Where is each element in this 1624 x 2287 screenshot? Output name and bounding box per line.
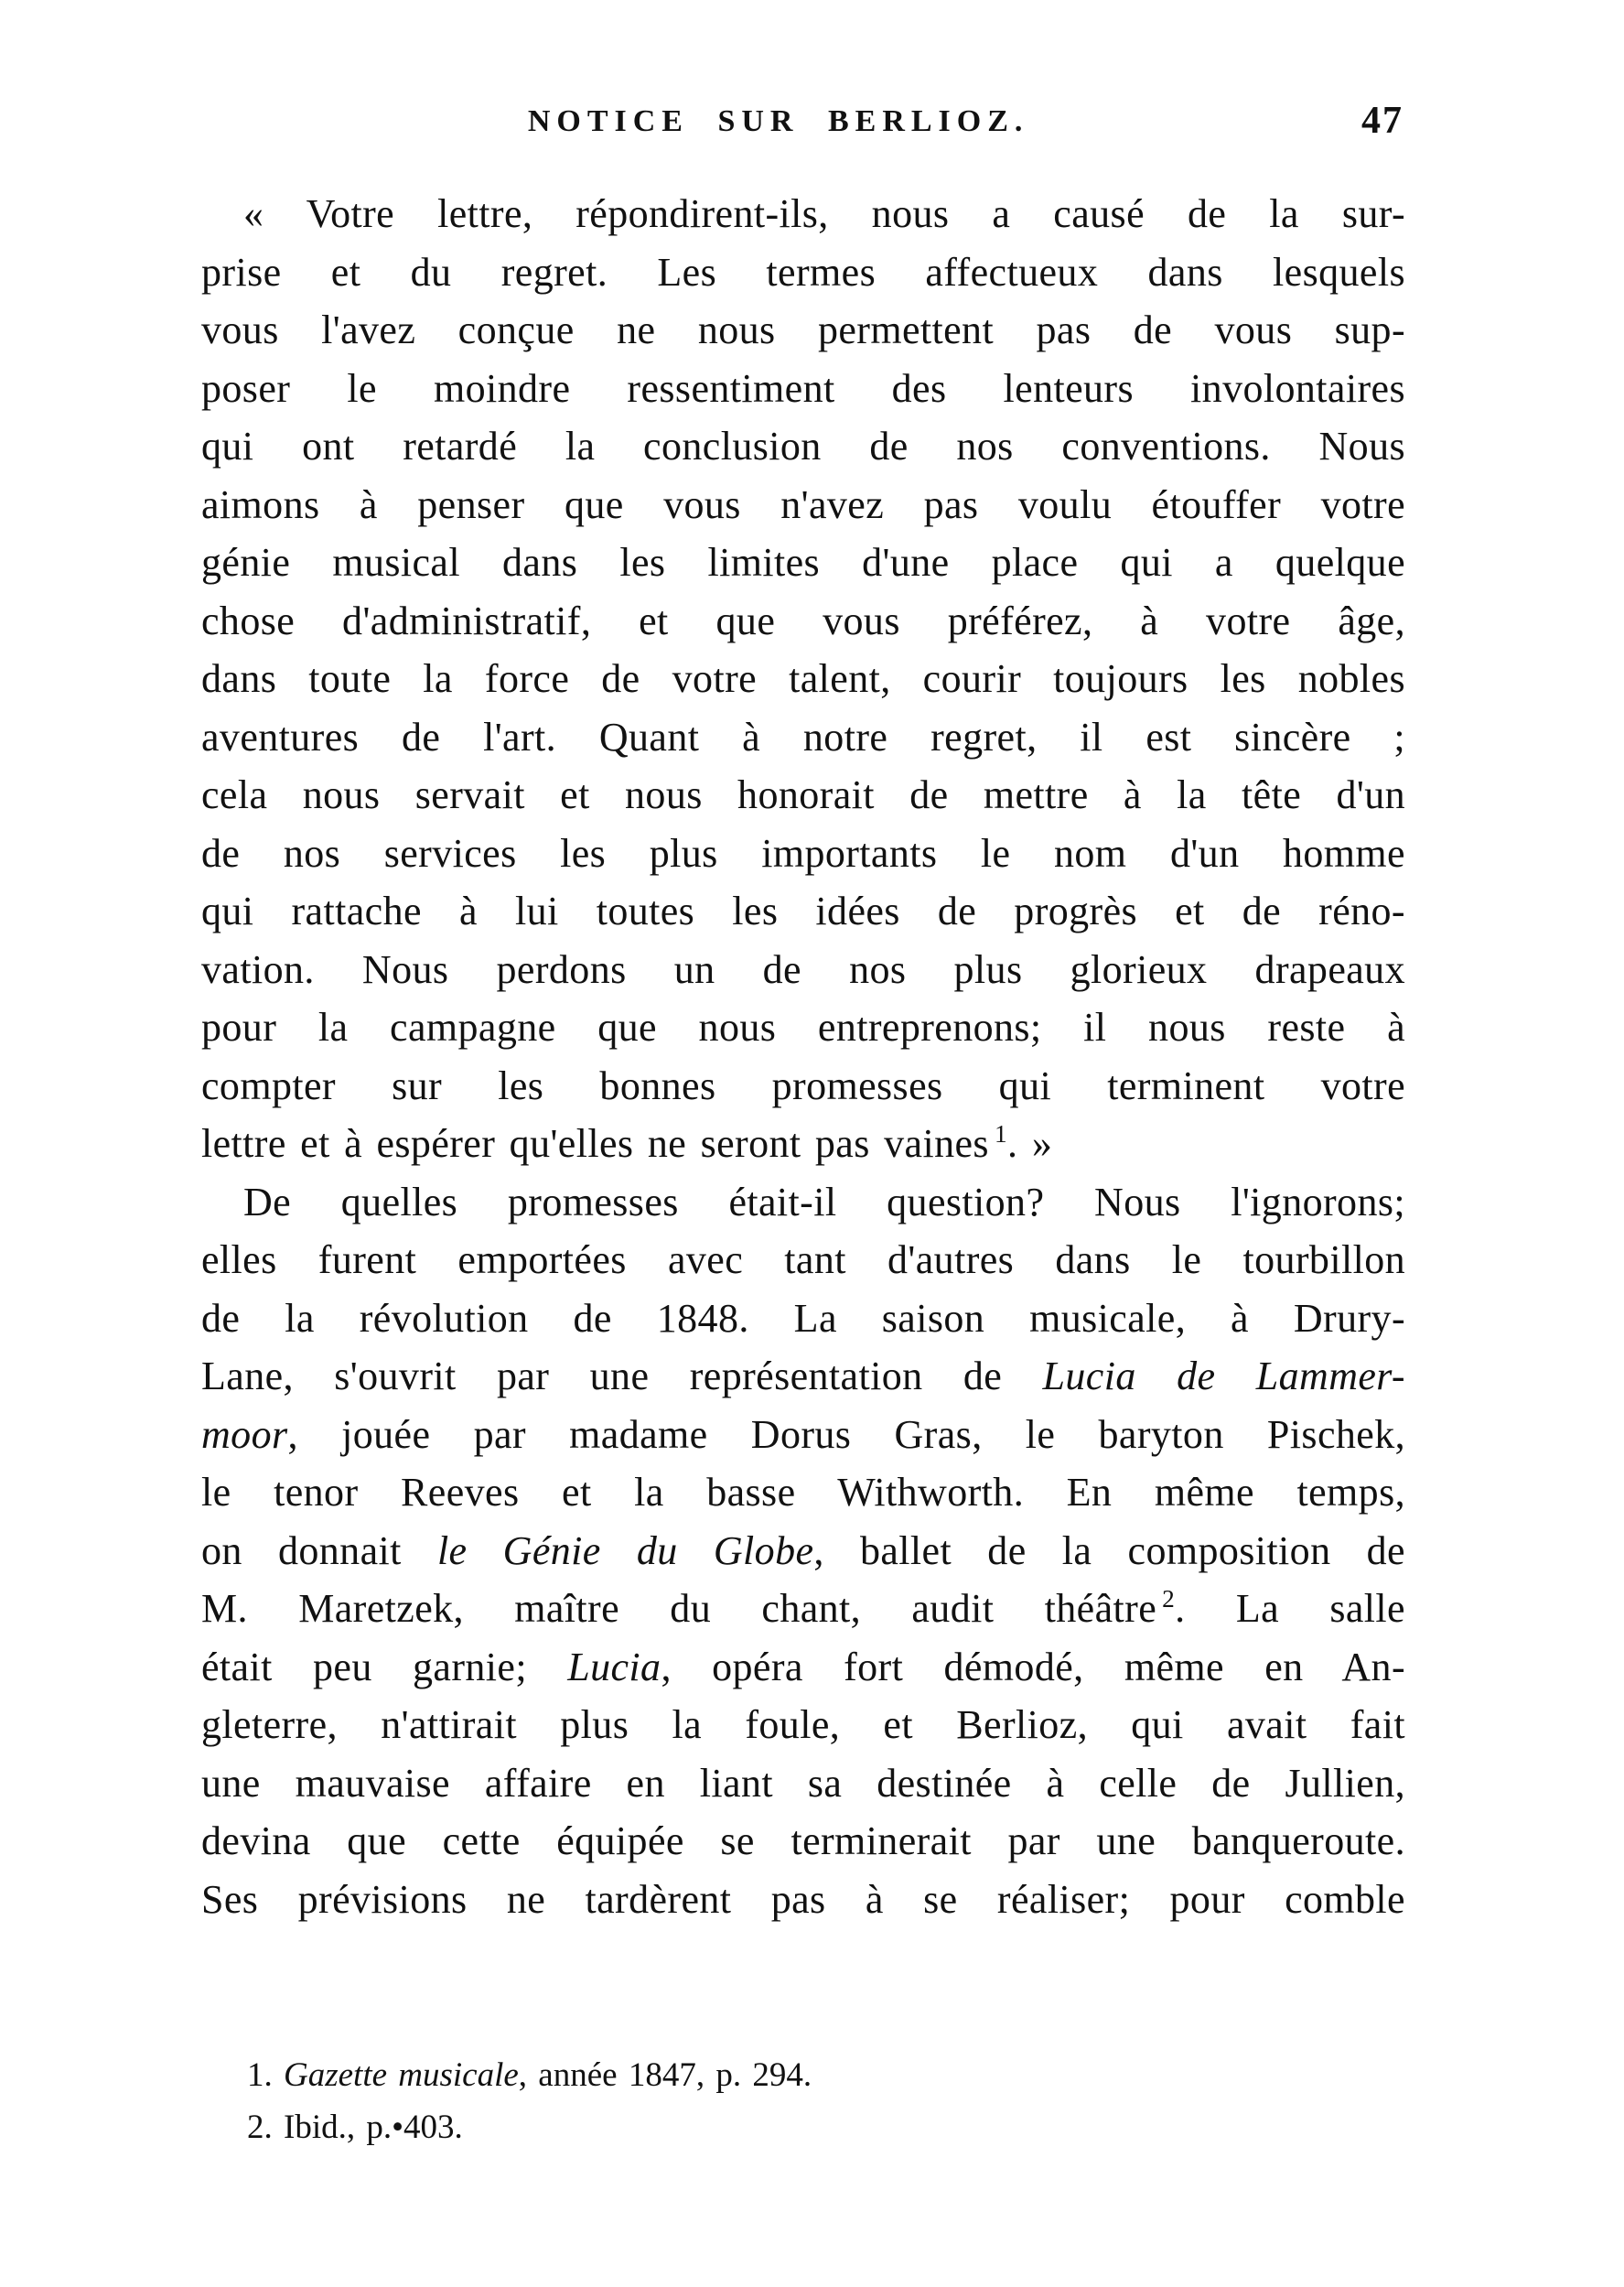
text-line: [201, 1115, 1405, 1173]
paragraph: [201, 185, 1405, 1173]
text-line: [201, 534, 1405, 592]
text-line: [201, 1696, 1405, 1754]
paragraph: [201, 1173, 1405, 1929]
text-segment: prise et du regret. Les termes affectueux dans lesquels: [201, 249, 1405, 295]
text-segment: Lane, s'ouvrit par une représentation de: [201, 1354, 1043, 1398]
text-line: [201, 1522, 1405, 1580]
text-segment: pour la campagne que nous entreprenons; il nous reste à: [201, 1005, 1405, 1050]
text-segment: devina que cette équipée se terminerait par une banqueroute.: [201, 1818, 1405, 1863]
text-line: [201, 476, 1405, 534]
text-line: [201, 1580, 1405, 1638]
text-line: [201, 708, 1405, 767]
text-segment: compter sur les bonnes promesses qui terminent votre: [201, 1063, 1405, 1108]
text-line: [201, 766, 1405, 825]
footnote-marker: 2: [1162, 1585, 1176, 1613]
text-segment: lettre et à espérer qu'elles ne seront pas vaines: [201, 1121, 989, 1166]
text-segment: gleterre, n'attirait plus la foule, et Berlioz, qui avait fait: [201, 1702, 1405, 1747]
text-segment: « Votre lettre, répondirent-ils, nous a causé de la sur-: [243, 191, 1405, 236]
text-segment: . La salle: [1175, 1586, 1405, 1631]
text-segment: le Génie du Globe: [436, 1527, 814, 1573]
text-segment: Ses prévisions ne tardèrent pas à se réaliser; pour comble: [201, 1876, 1405, 1922]
text-segment: chose d'administratif, et que vous préférez, à votre âge,: [201, 598, 1405, 643]
footnote-marker: 1: [994, 1120, 1008, 1149]
text-line: [201, 1871, 1405, 1929]
text-line: [201, 1812, 1405, 1871]
text-segment: , année 1847, p. 294.: [518, 2056, 812, 2094]
text-segment: moor: [201, 1411, 288, 1457]
text-segment: . »: [1007, 1121, 1053, 1166]
text-line: [201, 1231, 1405, 1289]
text-segment: De quelles promesses était-il question? Nous l'ignorons;: [243, 1179, 1405, 1224]
footnote-line: [247, 2049, 1405, 2101]
footnotes: [201, 2049, 1405, 2153]
running-header-title: NOTICE SUR BERLIOZ.: [527, 104, 1029, 138]
page-number: 47: [1361, 100, 1404, 142]
text-segment: cela nous servait et nous honorait de mettre à la tête d'un: [201, 772, 1405, 817]
text-line: [201, 243, 1405, 302]
footnote-line: [247, 2101, 1405, 2153]
text-line: [201, 1406, 1405, 1464]
text-line: [201, 825, 1405, 883]
text-segment: , ballet de la composition de: [813, 1527, 1405, 1573]
text-line: [201, 1754, 1405, 1813]
text-segment: de la révolution de 1848. La saison musicale, à Drury-: [201, 1295, 1405, 1341]
text-segment: était peu garnie;: [201, 1644, 568, 1689]
text-segment: aventures de l'art. Quant à notre regret, il est sincère ;: [201, 714, 1405, 760]
text-segment: vous l'avez conçue ne nous permettent pas de vous sup-: [201, 307, 1405, 352]
text-segment: 2. Ibid., p.•403.: [247, 2109, 463, 2146]
text-segment: aimons à penser que vous n'avez pas voulu étouffer votre: [201, 481, 1405, 527]
text-segment: qui ont retardé la conclusion de nos conventions. Nous: [201, 424, 1405, 469]
text-segment: poser le moindre ressentiment des lenteurs involontaires: [201, 365, 1405, 411]
text-line: [201, 650, 1405, 708]
text-segment: de nos services les plus importants le nom d'un homme: [201, 830, 1405, 876]
text-line: [201, 941, 1405, 999]
text-line: [201, 185, 1405, 243]
text-line: [201, 301, 1405, 360]
text-segment: génie musical dans les limites d'une place qui a quelque: [201, 540, 1405, 585]
text-segment: Gazette musicale: [284, 2056, 519, 2094]
text-segment: 1.: [247, 2056, 284, 2094]
text-segment: , opéra fort démodé, même en An-: [661, 1644, 1405, 1689]
text-segment: Lucia de Lammer-: [1042, 1354, 1405, 1398]
text-line: [201, 1057, 1405, 1116]
text-segment: dans toute la force de votre talent, courir toujours les nobles: [201, 656, 1405, 701]
text-segment: vation. Nous perdons un de nos plus glorieux drapeaux: [201, 946, 1405, 992]
text-line: [201, 1638, 1405, 1697]
text-line: [201, 360, 1405, 418]
text-line: [201, 1173, 1405, 1232]
text-line: [201, 1463, 1405, 1522]
text-line: [201, 882, 1405, 941]
running-header: [201, 99, 1405, 157]
text-line: [201, 998, 1405, 1057]
text-line: [201, 1289, 1405, 1348]
text-segment: elles furent emportées avec tant d'autres dans le tourbillon: [201, 1237, 1405, 1282]
text-segment: Lucia: [567, 1644, 661, 1689]
text-line: [201, 417, 1405, 476]
page-body: [201, 185, 1405, 1928]
text-line: [201, 592, 1405, 651]
text-segment: , jouée par madame Dorus Gras, le baryton Pischek,: [287, 1411, 1405, 1457]
text-segment: on donnait: [201, 1527, 437, 1573]
text-segment: M. Maretzek, maître du chant, audit théâtre: [201, 1586, 1157, 1631]
text-segment: une mauvaise affaire en liant sa destinée à celle de Jullien,: [201, 1760, 1405, 1806]
text-segment: qui rattache à lui toutes les idées de progrès et de réno-: [201, 889, 1405, 933]
text-segment: le tenor Reeves et la basse Withworth. En même temps,: [201, 1470, 1405, 1515]
text-line: [201, 1347, 1405, 1406]
text-column: [201, 99, 1405, 2153]
